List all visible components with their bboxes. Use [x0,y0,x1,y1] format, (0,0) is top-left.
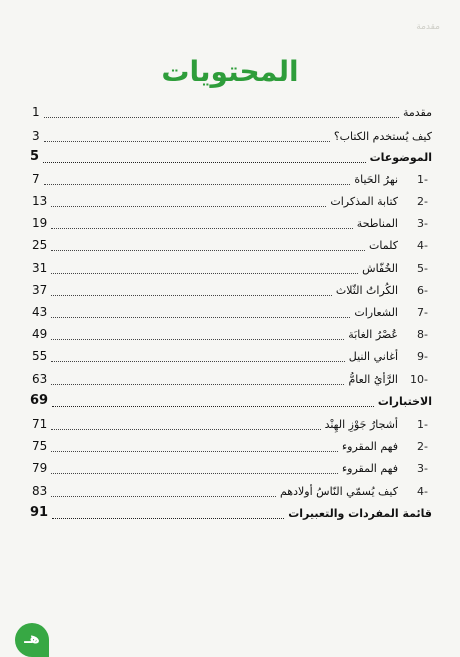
toc-page-number: 1 [32,105,40,119]
toc-row [26,193,436,213]
toc-item-label: الخُفّاش [362,262,398,275]
dot-leader [51,317,350,318]
toc-item-number: -6 [417,284,428,297]
toc-item-label: مقدمة [402,106,432,119]
toc-page-number: 71 [32,417,48,431]
toc-item-number: -1 [417,418,428,431]
toc-row [26,304,436,324]
toc-row [26,326,436,346]
page-title: المحتويات [161,55,299,88]
toc-item-label: كلمات [369,239,398,252]
toc-row [26,215,436,235]
dot-leader [44,184,351,185]
toc-section-row [26,393,436,413]
toc-section-row [26,149,436,169]
toc-item-label: الكُراتُ الثّلاث [335,284,398,297]
dot-leader [51,384,344,385]
toc-section-row [26,505,436,525]
toc-row [26,237,436,257]
toc-row [26,171,436,191]
toc-item-label: أشجارُ جَوْزِ الهِنْد [324,418,398,431]
toc-item-label: الاختبارات [377,395,432,408]
toc-page-number: 5 [30,149,40,164]
toc-row [26,260,436,280]
dot-leader [43,162,366,163]
toc-item-label: الموضوعات [369,151,432,164]
toc-item-number: -2 [417,440,428,453]
toc-row [26,483,436,503]
dot-leader [51,451,338,452]
toc-row [26,438,436,458]
toc-item-label: الرَّأيُ العامُّ [348,373,398,386]
toc-page-number: 13 [32,194,48,208]
toc-item-number: -7 [417,306,428,319]
toc-row [26,282,436,302]
dot-leader [51,273,358,274]
toc-item-number: -3 [417,462,428,475]
toc-item-label: كيف يُستخدم الكتاب؟ [333,130,432,143]
toc-item-label: فهم المقروء [341,462,398,475]
dot-leader [44,141,330,142]
dot-leader [44,117,399,118]
toc-item-number: -4 [417,239,428,252]
toc-page-number: 63 [32,372,48,386]
toc-page-number: 83 [32,484,48,498]
dot-leader [51,250,365,251]
toc-item-label: قائمة المفردات والتعبيرات [288,507,432,520]
toc-row [26,128,436,148]
toc-row [26,416,436,436]
toc-page-number: 7 [32,172,40,186]
toc-page-number: 3 [32,129,40,143]
toc-row [26,460,436,480]
toc-row [26,348,436,368]
dot-leader [52,518,284,519]
toc-item-label: نهرُ الحَياة [354,173,398,186]
toc-item-number: -8 [417,328,428,341]
dot-leader [51,496,276,497]
page-number-badge: هـ [15,623,49,657]
toc-item-number: -1 [417,173,428,186]
dot-leader [51,361,344,362]
toc-item-number: -5 [417,262,428,275]
dot-leader [51,339,344,340]
dot-leader [52,406,374,407]
toc-item-number: -9 [417,350,428,363]
dot-leader [51,429,320,430]
toc-page-number: 31 [32,261,48,275]
toc-item-label: كيف يُسمّي النّاسُ أولادهم [279,485,398,498]
toc-page-number: 43 [32,305,48,319]
toc-item-number: -4 [417,485,428,498]
dot-leader [51,228,353,229]
toc-page-number: 25 [32,238,48,252]
toc-page-number: 75 [32,439,48,453]
toc-page-number: 91 [30,505,49,520]
toc-page-number: 69 [30,393,49,408]
toc-item-number: -10 [410,373,428,386]
toc-item-number: -2 [417,195,428,208]
toc-item-number: -3 [417,217,428,230]
toc-page-number: 19 [32,216,48,230]
dot-leader [51,206,326,207]
toc-page-number: 37 [32,283,48,297]
toc-item-label: المناطحة [356,217,398,230]
toc-page-number: 55 [32,349,48,363]
toc-page-number: 49 [32,327,48,341]
toc-page-number: 79 [32,461,48,475]
dot-leader [51,295,332,296]
dot-leader [51,473,338,474]
toc-item-label: الشعارات [354,306,398,319]
toc-item-label: فهم المقروء [341,440,398,453]
toc-item-label: عُصْرُ الغابَة [348,328,398,341]
toc-item-label: أغاني النيل [348,350,398,363]
toc-row [26,104,436,124]
toc-row [26,371,436,391]
running-header: مقدمة [416,22,440,32]
toc-item-label: كتابة المذكرات [330,195,398,208]
